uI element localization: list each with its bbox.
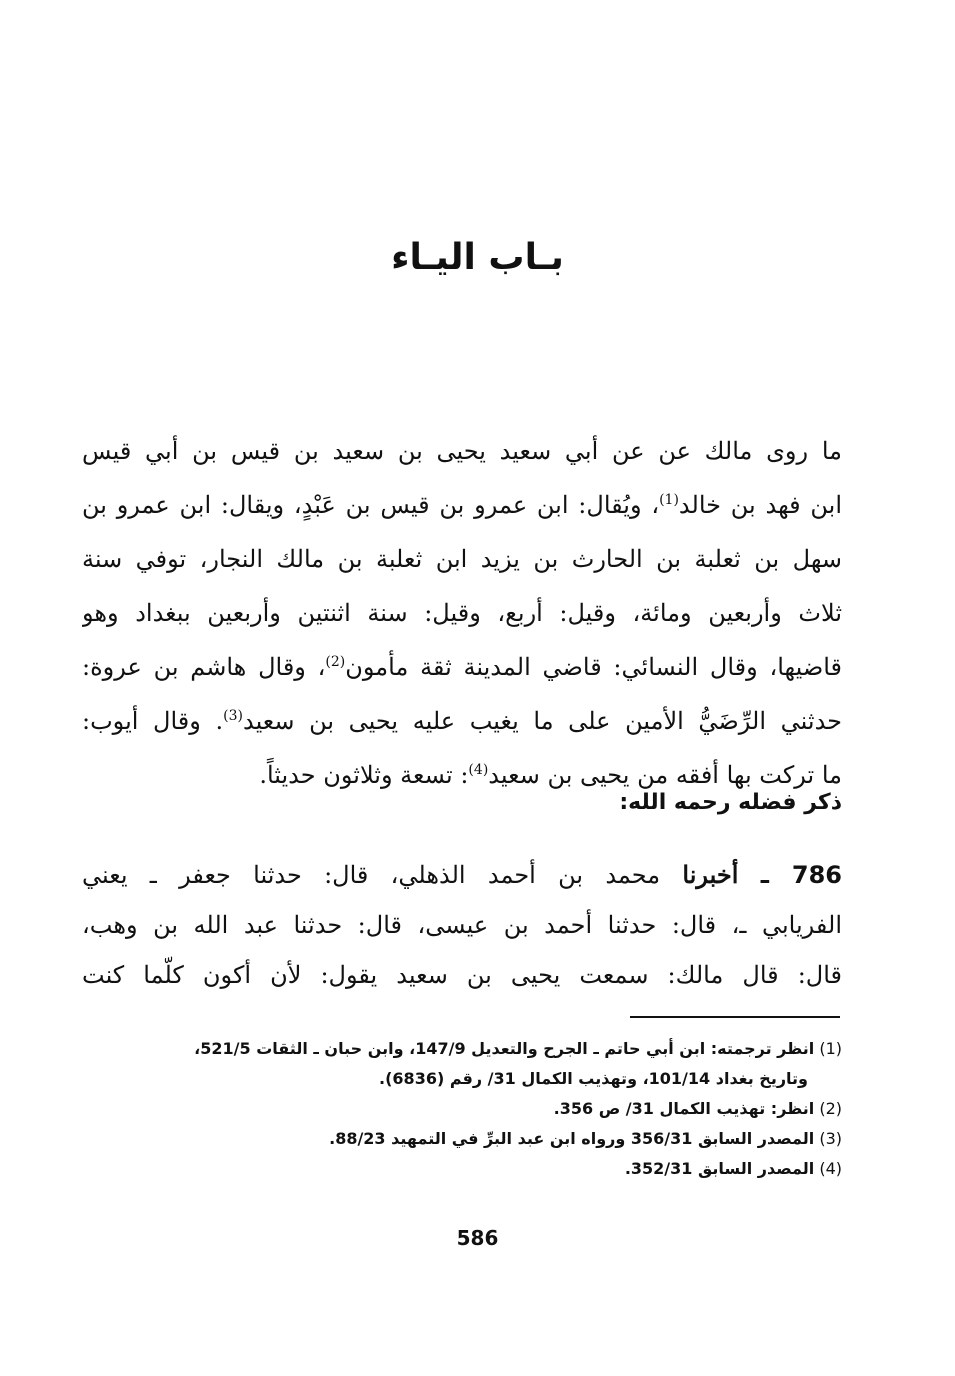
section-heading: ذكر فضله رحمه الله: [619,790,842,815]
footnote-ref[interactable]: (1) [659,492,679,508]
footnotes-list [82,1034,842,1184]
intro-line [82,532,842,586]
footnote-item [82,1094,842,1124]
hadith-text: الفريابي ـ، قال: حدثنا أحمد بن عيسى، قال: حدثنا عبد الله بن وهب، [82,911,842,939]
hadith-text: قال: قال مالك: سمعت يحيى بن سعيد يقول: لأن أكون كلّما كنت [82,961,842,989]
intro-paragraph [82,424,842,802]
footnote-text: المصدر السابق 352/31. [624,1159,815,1178]
footnote-item [82,1154,842,1184]
hadith-line [82,900,842,950]
hadith-line [82,950,842,1000]
intro-text: ما تركت بها أفقه من يحيى بن سعيد [488,761,842,789]
intro-text: ، ويُقال: ابن عمرو بن قيس بن عَبْدٍ، ويقال: ابن عمرو بن [82,491,660,519]
intro-line [82,424,842,478]
intro-text: ما روى مالك عن عن أبي سعيد يحيى بن سعيد بن قيس بن أبي قيس [82,437,842,465]
footnote-text-continued: وتاريخ بغداد 101/14، وتهذيب الكمال 31/ رقم (6836). [379,1069,808,1088]
intro-text: ثلاث وأربعين ومائة، وقيل: أربع، وقيل: سنة اثنتين وأربعين ببغداد وهو [82,599,842,627]
intro-text: قاضيها، وقال النسائي: قاضي المدينة ثقة مأمون [345,653,842,681]
intro-text: : تسعة وثلاثون حديثاً. [259,761,469,789]
footnote-number: (3) [819,1129,842,1148]
footnote-text: انظر ترجمته: ابن أبي حاتم ـ الجرح والتعديل 147/9، وابن حبان ـ الثقات 521/5، [194,1039,815,1058]
footnote-ref[interactable]: (2) [325,654,346,670]
footnote-text: انظر: تهذيب الكمال 31/ ص 356. [553,1099,815,1118]
footnote-item [82,1124,842,1154]
hadith-lead: أخبرنا [682,860,739,889]
intro-text: ابن فهد بن خالد [678,491,842,519]
hadith-number: 786 ـ [760,861,842,889]
footnote-divider [630,1016,840,1018]
footnote-ref[interactable]: (3) [223,708,243,724]
intro-line [82,478,842,532]
page-number: 586 [456,1226,499,1250]
intro-line [82,640,842,694]
footnote-text: المصدر السابق 356/31 ورواه ابن عبد البرِّ في التمهيد 88/23. [329,1129,815,1148]
intro-text: ، وقال هاشم بن عروة: [82,653,326,681]
footnote-ref[interactable]: (4) [468,762,489,778]
hadith-paragraph [82,850,842,1000]
hadith-text: محمد بن أحمد الذهلي، قال: حدثنا جعفر ـ يعني [82,861,661,889]
footnote-item [82,1034,842,1094]
footnote-number: (2) [819,1099,842,1118]
footnote-number: (4) [819,1159,842,1178]
intro-line [82,586,842,640]
footnote-number: (1) [819,1039,842,1058]
intro-text: حدثني الرِّضَيُّ الأمين على ما يغيب عليه يحيى بن سعيد [242,707,842,735]
hadith-line [82,850,842,900]
intro-line [82,694,842,748]
chapter-title: بـاب اليـاء [391,237,564,278]
intro-text: . وقال أيوب: [82,707,224,735]
intro-text: سهل بن ثعلبة بن الحارث بن يزيد ابن ثعلبة بن مالك النجار، توفي سنة [82,545,842,573]
